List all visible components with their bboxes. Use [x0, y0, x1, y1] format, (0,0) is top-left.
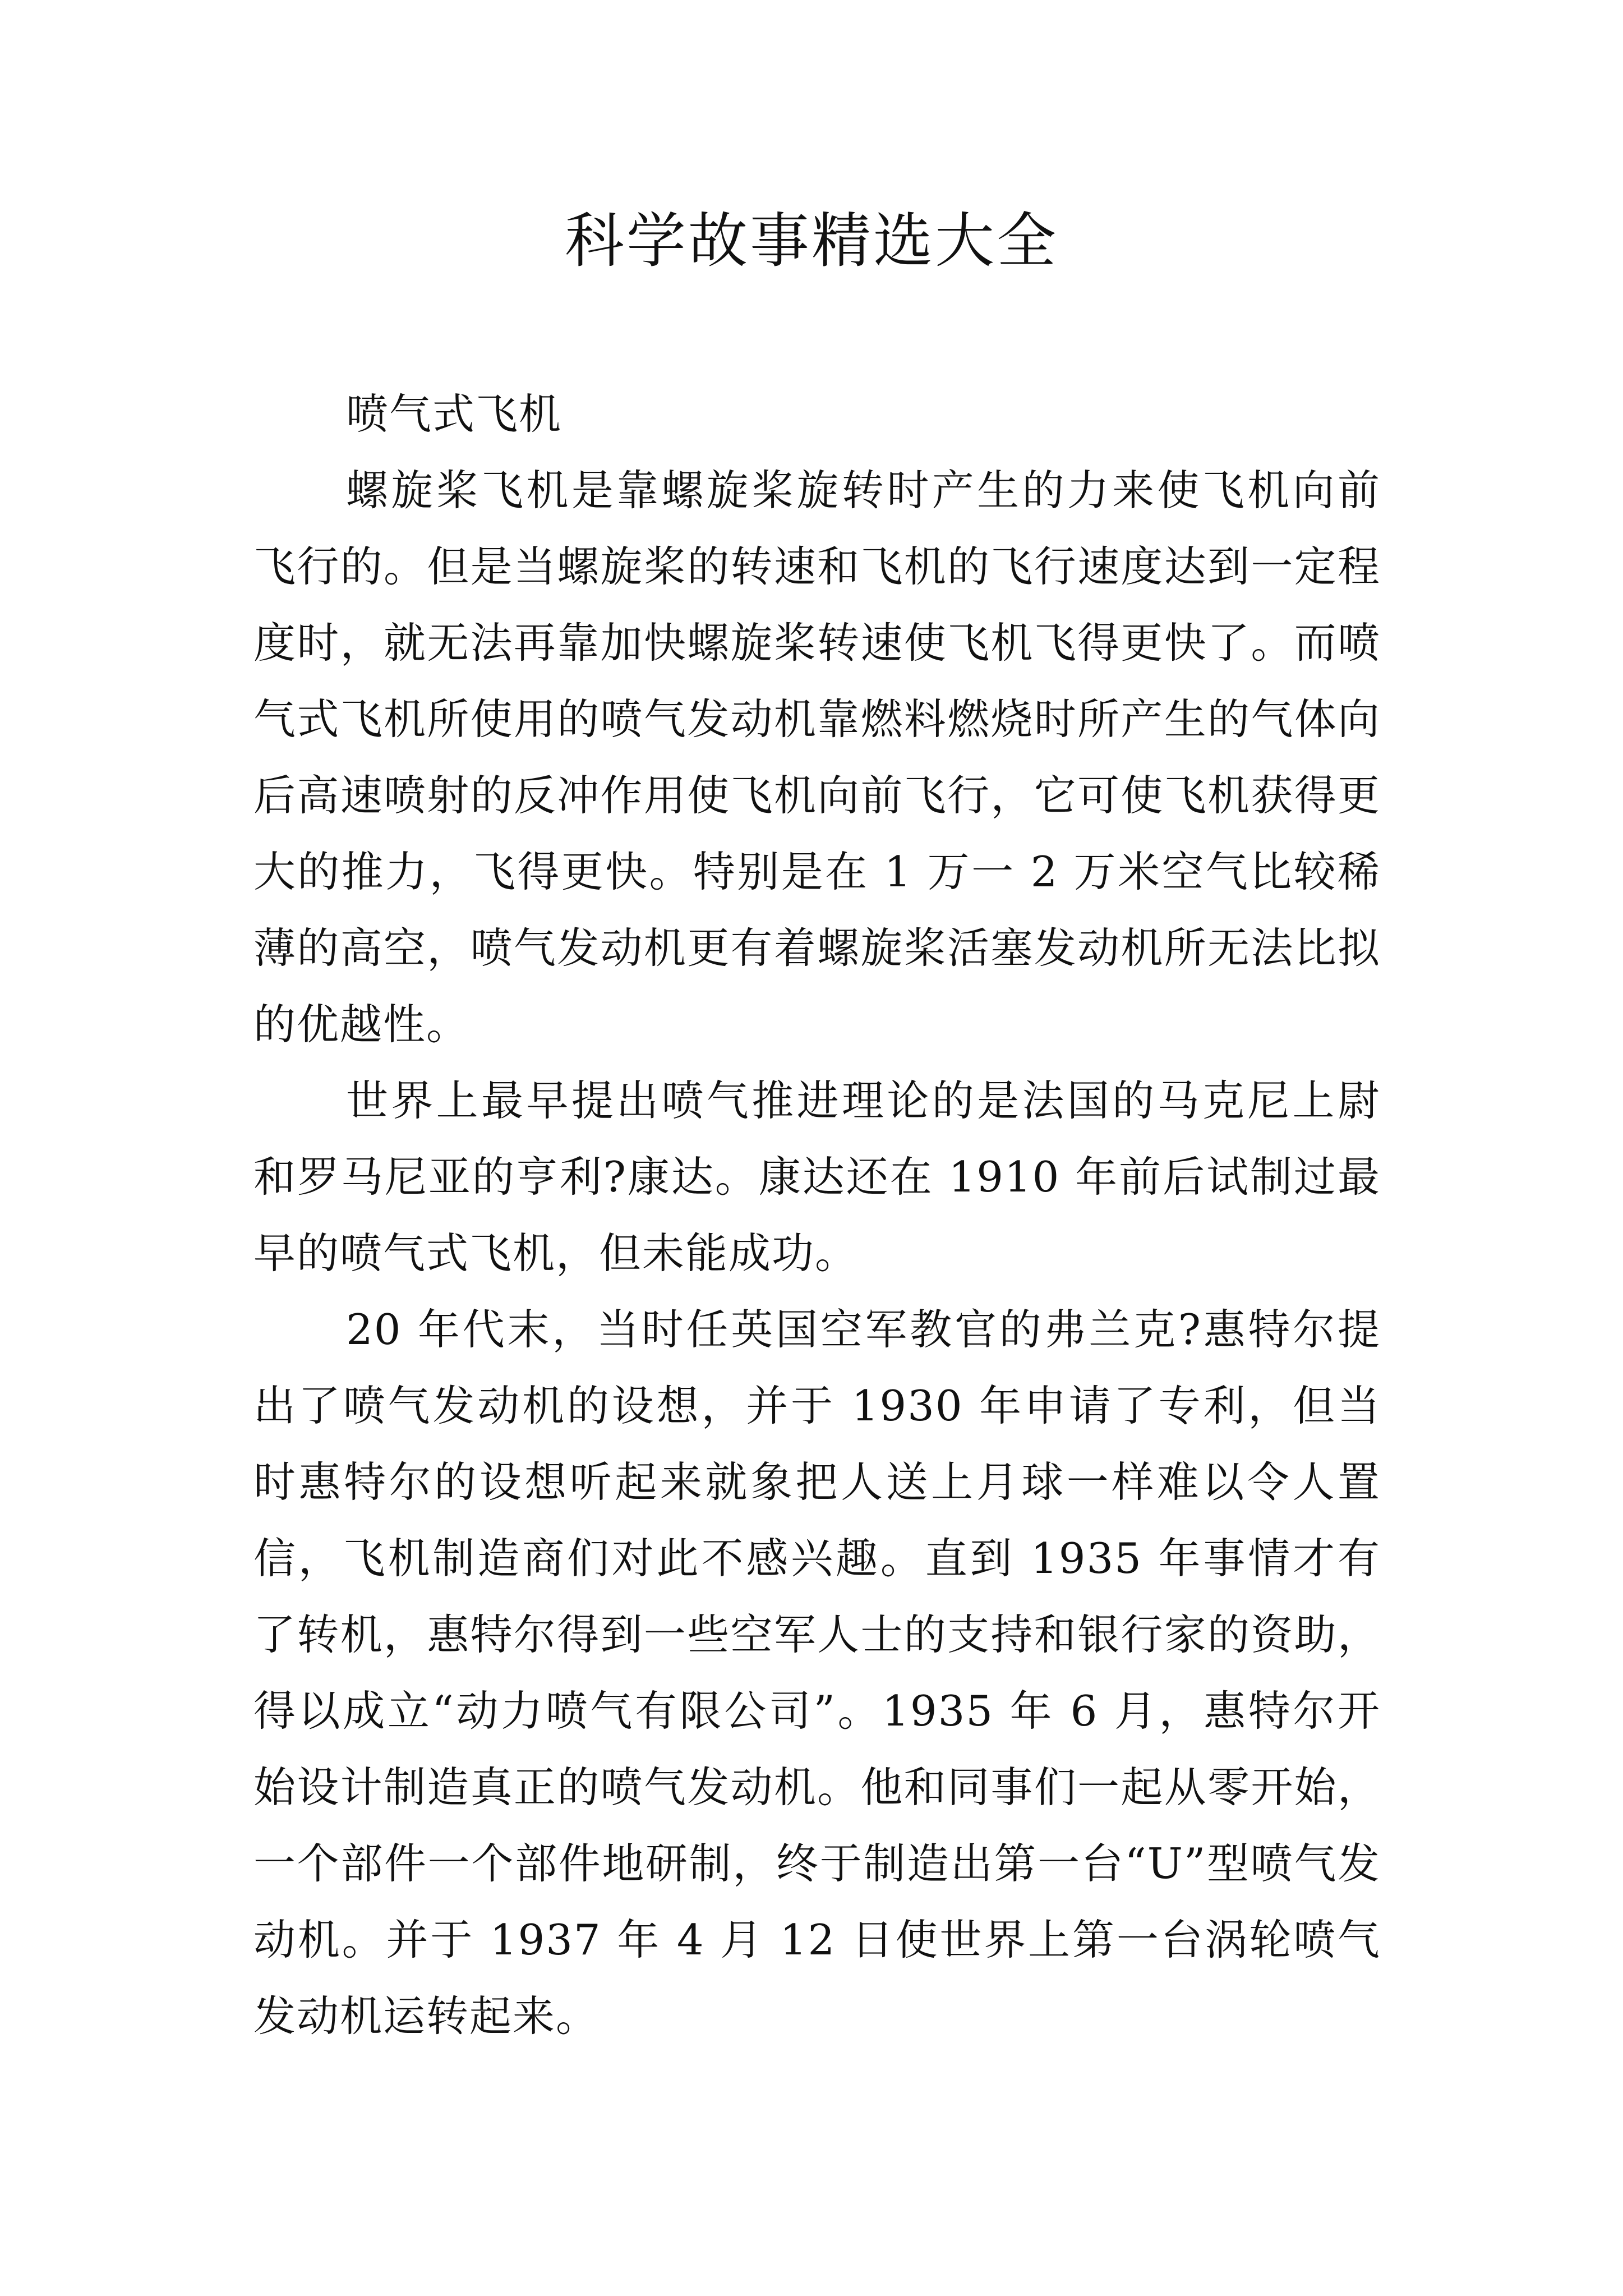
document-body — [253, 376, 1381, 2054]
section-heading: 喷气式飞机 — [346, 389, 562, 439]
document-title: 科学故事精选大全 — [565, 206, 1058, 275]
paragraph-early-jet-theory: 世界上最早提出喷气推进理论的是法国的马克尼上尉和罗马尼亚的亨利?康达。康达还在 1910 年前后试制过最早的喷气式飞机，但未能成功。 — [253, 1076, 1381, 1278]
paragraph-propeller-vs-jet: 螺旋桨飞机是靠螺旋桨旋转时产生的力来使飞机向前飞行的。但是当螺旋桨的转速和飞机的飞行速度达到一定程度时，就无法再靠加快螺旋桨转速使飞机飞得更快了。而喷气式飞机所使用的喷气发动机靠燃料燃烧时所产生的气体向后高速喷射的反冲作用使飞机向前飞行，它可使飞机获得更大的推力，飞得更快。特别是在 1 万一 2 万米空气比较稀薄的高空，喷气发动机更有着螺旋桨活塞发动机所无法比拟的优越性。 — [253, 466, 1381, 1049]
paragraph-whittle-engine: 20 年代末，当时任英国空军教官的弗兰克?惠特尔提出了喷气发动机的设想，并于 1930 年申请了专利，但当时惠特尔的设想听起来就象把人送上月球一样难以令人置信，飞机制造商们对此不感兴趣。直到 1935 年事情才有了转机，惠特尔得到一些空军人士的支持和银行家的资助，得以成立“动力喷气有限公司”。1935 年 6 月，惠特尔开始设计制造真正的喷气发动机。他和同事们一起从零开始，一个部件一个部件地研制，终于制造出第一台“U”型喷气发动机。并于 1937 年 4 月 12 日使世界上第一台涡轮喷气发动机运转起来。 — [253, 1305, 1381, 2041]
